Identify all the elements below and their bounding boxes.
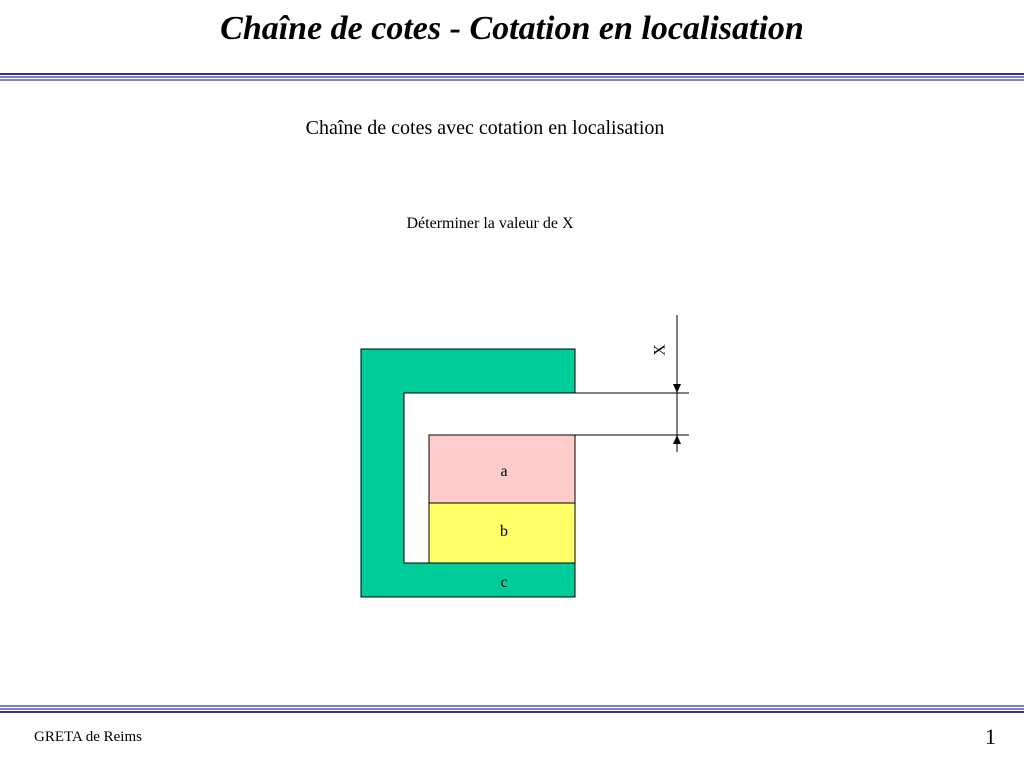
arrow-up-icon: [673, 435, 681, 444]
footer-organization: GRETA de Reims: [34, 729, 142, 745]
label-b: b: [500, 523, 508, 540]
page-number: 1: [985, 724, 996, 749]
label-a: a: [500, 463, 508, 480]
arrow-down-icon: [673, 384, 681, 393]
slide-title: Chaîne de cotes - Cotation en localisation: [220, 10, 804, 47]
label-x: X: [651, 344, 669, 356]
slide-subtitle: Chaîne de cotes avec cotation en localisation: [305, 117, 665, 139]
footer-rule: [0, 704, 1024, 714]
question-text: Déterminer la valeur de X: [406, 215, 574, 232]
label-c: c: [500, 574, 508, 591]
